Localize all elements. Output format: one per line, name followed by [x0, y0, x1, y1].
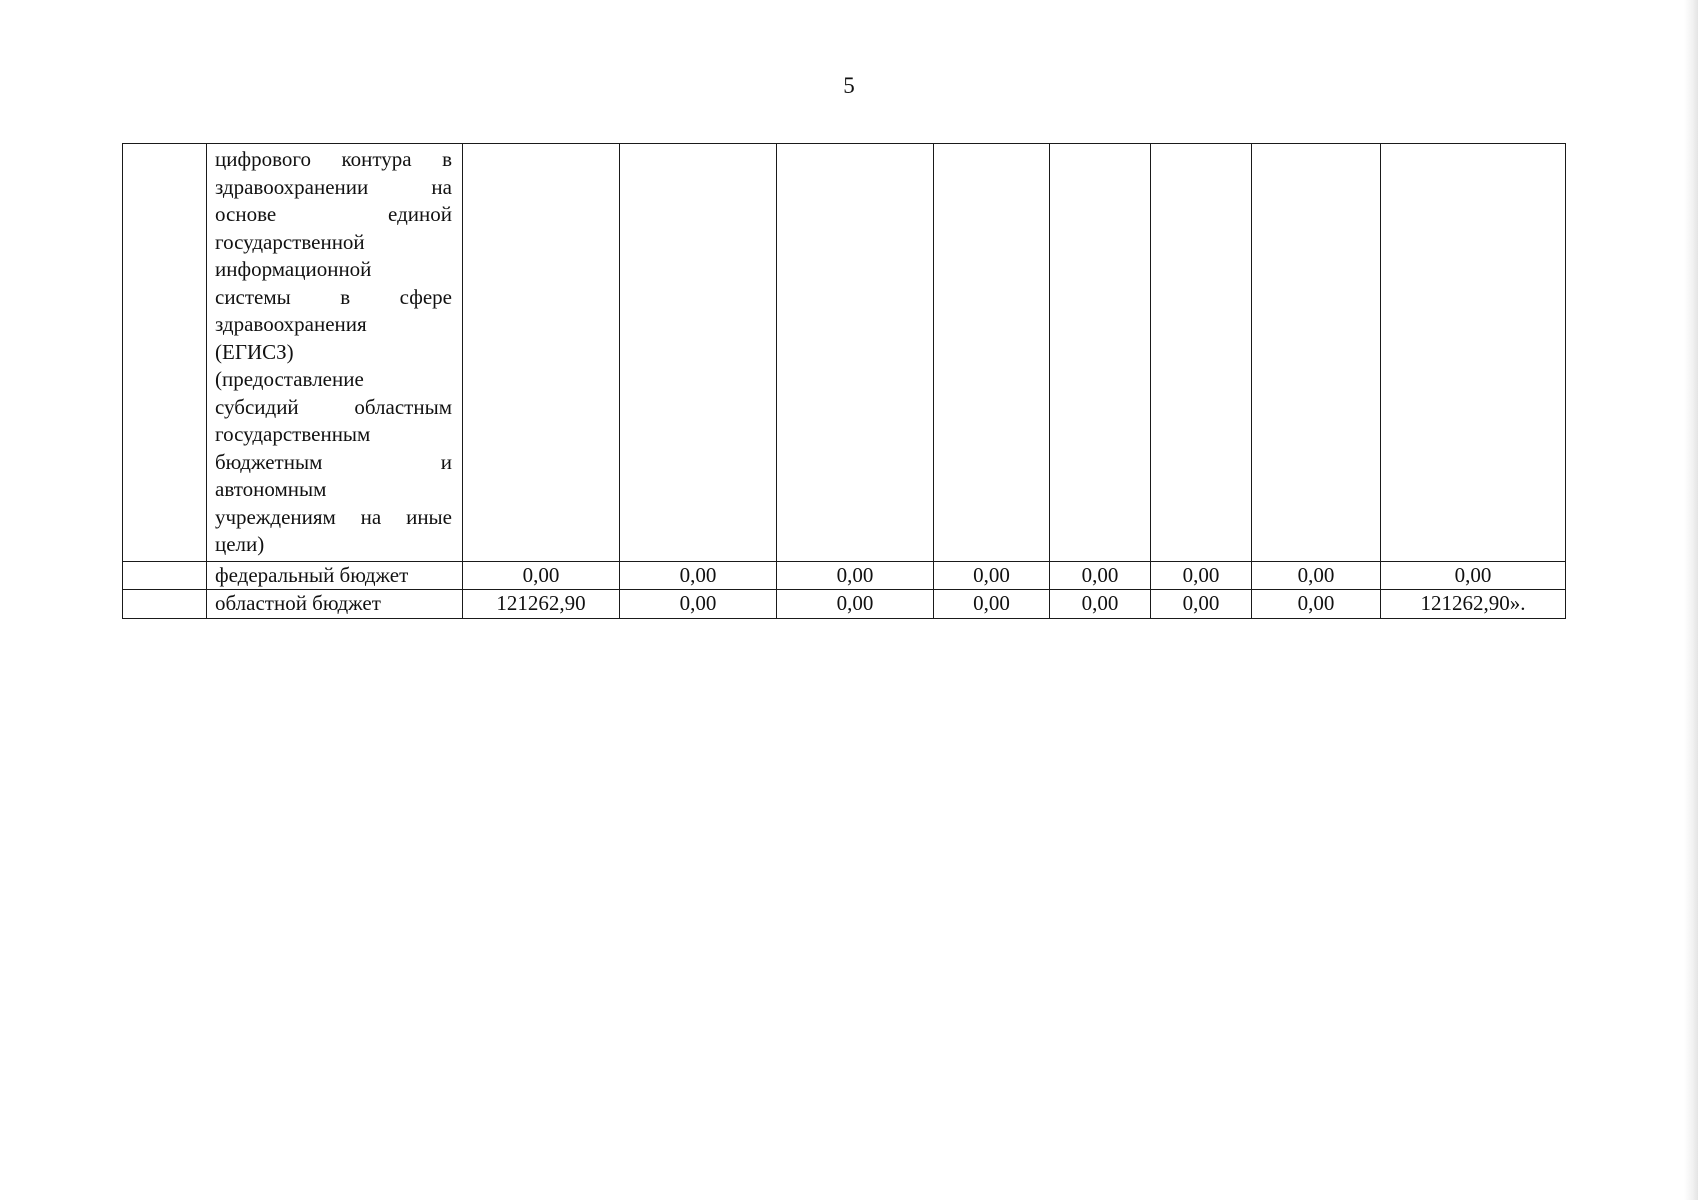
value-cell: 0,00 [1381, 561, 1566, 590]
empty-cell [1151, 144, 1252, 562]
value-cell: 0,00 [1050, 561, 1151, 590]
description-line: основе единой [215, 202, 452, 226]
description-line: (предоставление [215, 367, 364, 391]
value-cell: 0,00 [620, 590, 777, 619]
description-line: государственным [215, 422, 371, 446]
row-label: областной бюджет [207, 590, 463, 619]
value-cell: 0,00 [463, 561, 620, 590]
value-cell: 121262,90». [1381, 590, 1566, 619]
row-label: федеральный бюджет [207, 561, 463, 590]
description-line: цели) [215, 532, 265, 556]
value-cell: 0,00 [777, 590, 934, 619]
empty-cell [777, 144, 934, 562]
description-line: учреждениям на иные [215, 504, 452, 529]
page-number: 5 [843, 73, 855, 98]
description-line: (ЕГИСЗ) [215, 339, 294, 364]
value-cell: 0,00 [934, 561, 1050, 590]
empty-cell [620, 144, 777, 562]
description-line: информационной [215, 257, 372, 281]
value-cell: 0,00 [934, 590, 1050, 619]
empty-cell [463, 144, 620, 562]
empty-cell [934, 144, 1050, 562]
description-row [123, 144, 1566, 562]
description-line: цифрового контура в [215, 147, 452, 171]
value-cell: 0,00 [777, 561, 934, 590]
table-row-federal-budget [123, 561, 1566, 590]
value-cell: 0,00 [620, 561, 777, 590]
value-cell: 0,00 [1050, 590, 1151, 619]
description-line: бюджетным и [215, 449, 452, 474]
description-line: автономным [215, 477, 327, 501]
scan-edge [1684, 0, 1698, 1200]
description-line: здравоохранения [215, 312, 367, 336]
budget-table [122, 143, 1566, 619]
description-line: государственной [215, 229, 365, 254]
value-cell: 0,00 [1151, 561, 1252, 590]
description-line: системы в сфере [215, 284, 452, 309]
value-cell: 121262,90 [463, 590, 620, 619]
description-cell [207, 144, 463, 562]
description-line: субсидий областным [215, 394, 452, 419]
index-cell [123, 144, 207, 562]
value-cell: 0,00 [1252, 561, 1381, 590]
empty-cell [1252, 144, 1381, 562]
table-row-regional-budget [123, 590, 1566, 619]
description-line: здравоохранении на [215, 174, 452, 199]
value-cell: 0,00 [1151, 590, 1252, 619]
value-cell: 0,00 [1252, 590, 1381, 619]
index-cell [123, 561, 207, 590]
empty-cell [1050, 144, 1151, 562]
empty-cell [1381, 144, 1566, 562]
index-cell [123, 590, 207, 619]
